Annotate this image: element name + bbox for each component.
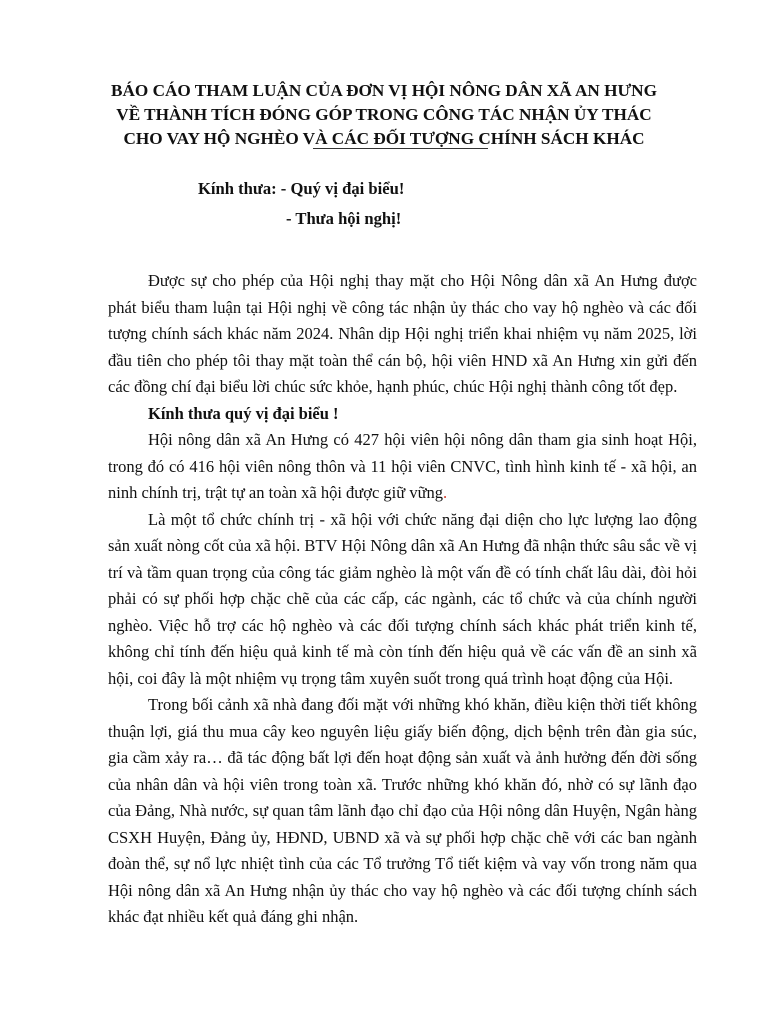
greeting-delegates: Kính thưa: - Quý vị đại biểu! [198, 179, 405, 198]
paragraph-membership [108, 427, 697, 507]
title-line-3: CHO VAY HỘ NGHÈO VÀ CÁC ĐỐI TƯỢNG CHÍNH SÁCH KHÁC [123, 129, 645, 148]
paragraph-intro: Được sự cho phép của Hội nghị thay mặt cho Hội Nông dân xã An Hưng được phát biểu tham luận tại Hội nghị về công tác nhận ủy thác cho vay hộ nghèo và các đối tượng chính sách khác năm 2024. Nhân dịp Hội nghị triển khai nhiệm vụ năm 2025, lời đầu tiên cho phép tôi thay mặt toàn thể cán bộ, hội viên HND xã An Hưng xin gửi đến các đồng chí đại biểu lời chúc sức khỏe, hạnh phúc, chúc Hội nghị thành công tốt đẹp. [108, 271, 697, 396]
paragraph-membership-text: Hội nông dân xã An Hưng có 427 hội viên hội nông dân tham gia sinh hoạt Hội, trong đó có 416 hội viên nông thôn và 11 hội viên CNVC, tình hình kinh tế - xã hội, an ninh chính trị, trật tự an toàn xã hội được giữ vững [108, 430, 697, 502]
paragraph-role: Là một tổ chức chính trị - xã hội với chức năng đại diện cho lực lượng lao động sản xuất nòng cốt của xã hội. BTV Hội Nông dân xã An Hưng đã nhận thức sâu sắc về vị trí và tầm quan trọng của công tác giảm nghèo là một vấn đề có tính chất lâu dài, đòi hỏi phải có sự phối hợp chặc chẽ của các cấp, các ngành, các tổ chức và của chính người nghèo. Việc hỗ trợ các hộ nghèo và các đối tượng chính sách khác phát triển kinh tế, không chỉ tính đến hiệu quả kinh tế mà còn tính đến hiệu quả về các vấn đề an sinh xã hội, coi đây là một nhiệm vụ trọng tâm xuyên suốt trong quá trình hoạt động của Hội. [108, 509, 697, 688]
title-underline [313, 148, 488, 149]
title-line-2: VỀ THÀNH TÍCH ĐÓNG GÓP TRONG CÔNG TÁC NHẬN ỦY THÁC [116, 105, 652, 124]
title-line-1: BÁO CÁO THAM LUẬN CỦA ĐƠN VỊ HỘI NÔNG DÂN XÃ AN HƯNG [111, 81, 657, 100]
paragraph-membership-end: . [443, 483, 448, 502]
greeting-conference: - Thưa hội nghị! [286, 209, 402, 228]
report-title [80, 79, 688, 151]
report-body [108, 268, 697, 931]
salutation: Kính thưa quý vị đại biểu ! [148, 403, 339, 423]
paragraph-context: Trong bối cảnh xã nhà đang đối mặt với những khó khăn, điều kiện thời tiết không thuận lợi, giá thu mua cây keo nguyên liệu giấy biến động, dịch bệnh trên đàn gia súc, gia cầm xảy ra… đã tác động bất lợi đến hoạt động sản xuất và ảnh hưởng đến đời sống của nhân dân và hội viên trong toàn xã. Trước những khó khăn đó, nhờ có sự lãnh đạo của Đảng, Nhà nước, sự quan tâm lãnh đạo chỉ đạo của Hội nông dân Huyện, Ngân hàng CSXH Huyện, Đảng ủy, HĐND, UBND xã và sự phối hợp chặc chẽ với các ban ngành đoàn thể, sự nổ lực nhiệt tình của các Tổ trưởng Tổ tiết kiệm và vay vốn trong năm qua Hội nông dân xã An Hưng nhận ủy thác cho vay hộ nghèo và các đối tượng chính sách khác đạt nhiều kết quả đáng ghi nhận. [108, 695, 697, 926]
